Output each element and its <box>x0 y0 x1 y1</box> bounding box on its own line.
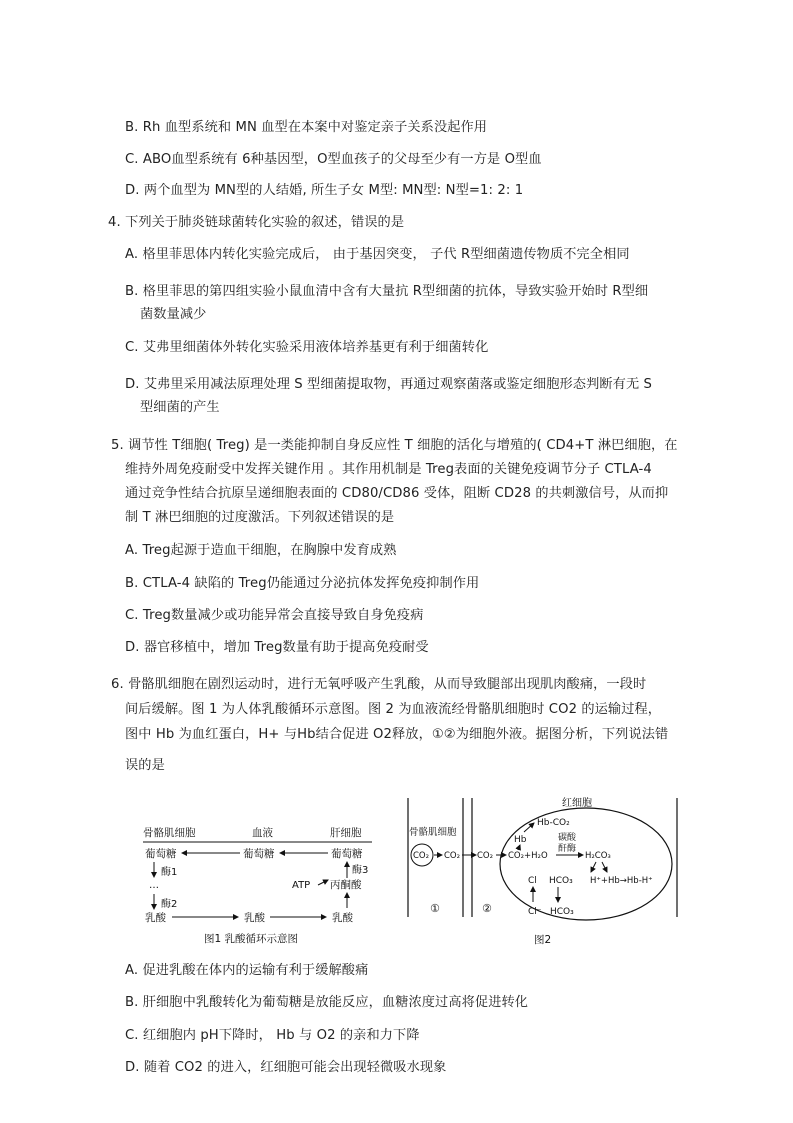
fig1-caption: 图1 乳酸循环示意图 <box>204 933 299 945</box>
q5-option-d: D. 器官移植中，增加 Treg数量有助于提高免疫耐受 <box>125 640 429 655</box>
fig1-enzyme3-label: 酶3 <box>352 865 369 876</box>
fig2-co2-h2o: CO₂+H₂O <box>508 851 548 861</box>
fig1-lactate-liver: 乳酸 <box>332 912 353 924</box>
q5-stem-4: 制 T 淋巴细胞的过度激活。下列叙述错误的是 <box>125 510 395 525</box>
q4-option-c: C. 艾弗里细菌体外转化实验采用液体培养基更有利于细菌转化 <box>125 340 489 355</box>
fig1-dots: … <box>149 880 159 891</box>
fig2-co2-fluid2: CO₂ <box>477 851 494 861</box>
fig2-hco3-outside: HCO₃ <box>550 907 574 917</box>
q6-stem-3: 图中 Hb 为血红蛋白，H+ 与Hb结合促进 O2释放，①②为细胞外液。据图分析，下列说法错 <box>125 727 669 742</box>
fig2-carbonic-2: 酐酶 <box>558 844 577 854</box>
fig2-hbco2: Hb-CO₂ <box>537 818 570 828</box>
q4-stem: 4. 下列关于肺炎链球菌转化实验的叙述，错误的是 <box>108 215 405 230</box>
q6-option-c: C. 红细胞内 pH下降时， Hb 与 O2 的亲和力下降 <box>125 1028 420 1043</box>
fig2-hco3-inside: HCO₃ <box>549 876 573 886</box>
fig2-fluid2-label: ② <box>482 902 492 915</box>
fig1-lactate-muscle: 乳酸 <box>145 912 166 924</box>
fig2-h2co3: H₂CO₃ <box>585 851 611 861</box>
fig2-arrow-down-2 <box>602 862 607 872</box>
q4-option-d-cont: 型细菌的产生 <box>140 400 220 415</box>
fig1-lactate-blood: 乳酸 <box>244 912 265 924</box>
q5-option-a: A. Treg起源于造血干细胞，在胸腺中发育成熟 <box>125 543 397 558</box>
q6-option-b: B. 肝细胞中乳酸转化为葡萄糖是放能反应，血糖浓度过高将促进转化 <box>125 995 529 1010</box>
fig1-enzyme1-label: 酶1 <box>161 867 178 878</box>
fig1-glucose-muscle: 葡萄糖 <box>145 848 177 860</box>
q3-option-c: C. ABO血型系统有 6种基因型，O型血孩子的父母至少有一方是 O型血 <box>125 152 542 167</box>
q3-option-b: B. Rh 血型系统和 MN 血型在本案中对鉴定亲子关系没起作用 <box>125 120 488 135</box>
fig1-glucose-blood: 葡萄糖 <box>243 848 275 860</box>
q4-option-a: A. 格里菲思体内转化实验完成后， 由于基因突变， 子代 R型细菌遗传物质不完全相同 <box>125 247 630 262</box>
figure-2-co2-transport <box>400 792 690 952</box>
fig2-rbc-label: 红细胞 <box>562 798 592 809</box>
fig2-arrow-co2-to-hb <box>518 845 520 850</box>
q5-stem-3: 通过竞争性结合抗原呈递细胞表面的 CD80/CD86 受体，阻断 CD28 的共刺激信号，从而抑 <box>125 486 669 501</box>
q5-stem-1: 5. 调节性 T细胞( Treg) 是一类能抑制自身反应性 T 细胞的活化与增殖的( CD4+T 淋巴细胞，在 <box>111 438 678 453</box>
fig2-muscle-label: 骨骼肌细胞 <box>409 827 457 838</box>
q5-option-c: C. Treg数量减少或功能异常会直接导致自身免疫病 <box>125 608 424 623</box>
fig2-h-chain: H⁺+Hb→Hb-H⁺ <box>590 876 653 886</box>
fig2-cl-outside: Cl⁻ <box>528 907 542 917</box>
fig1-atp-label: ATP <box>292 880 311 891</box>
fig1-pyruvate-label: 丙酮酸 <box>330 879 362 891</box>
fig2-cl-inside: Cl <box>528 876 537 886</box>
fig1-liver-label: 肝细胞 <box>330 827 362 839</box>
fig1-blood-label: 血液 <box>252 827 273 839</box>
q4-option-b-cont: 菌数量减少 <box>140 307 207 322</box>
q3-option-d: D. 两个血型为 MN型的人结婚, 所生子女 M型: MN型: N型=1: 2: 1 <box>125 183 524 198</box>
fig2-red-blood-cell <box>500 808 672 920</box>
fig1-arrow-atp <box>318 880 328 885</box>
q4-option-b: B. 格里菲思的第四组实验小鼠血清中含有大量抗 R型细菌的抗体，导致实验开始时 R型细 <box>125 284 649 299</box>
fig2-fluid1-label: ① <box>430 902 440 915</box>
q5-stem-2: 维持外周免疫耐受中发挥关键作用 。其作用机制是 Treg表面的关键免疫调节分子 CTLA-4 <box>125 462 652 477</box>
fig2-co2-fluid1: CO₂ <box>444 851 461 861</box>
fig2-caption: 图2 <box>534 934 552 946</box>
q5-option-b: B. CTLA-4 缺陷的 Treg仍能通过分泌抗体发挥免疫抑制作用 <box>125 576 480 591</box>
fig1-muscle-label: 骨骼肌细胞 <box>143 827 196 839</box>
q4-option-d: D. 艾弗里采用减法原理处理 S 型细菌提取物，再通过观察菌落或鉴定细胞形态判断有无 S <box>125 377 653 392</box>
q6-stem-1: 6. 骨骼肌细胞在剧烈运动时，进行无氧呼吸产生乳酸，从而导致腿部出现肌肉酸痛，一段时 <box>111 677 647 692</box>
fig2-co2-in-cell: CO₂ <box>413 851 430 861</box>
q6-option-a: A. 促进乳酸在体内的运输有利于缓解酸痛 <box>125 963 369 978</box>
fig1-enzyme2-label: 酶2 <box>161 899 178 910</box>
fig1-glucose-liver: 葡萄糖 <box>331 848 363 860</box>
fig2-arrow-down-1 <box>591 862 596 872</box>
figure-1-lactate-cycle <box>140 822 380 952</box>
q6-option-d: D. 随着 CO2 的进入，红细胞可能会出现轻微吸水现象 <box>125 1060 447 1075</box>
q6-stem-2: 间后缓解。图 1 为人体乳酸循环示意图。图 2 为血液流经骨骼肌细胞时 CO2 的运输过程， <box>125 702 662 717</box>
fig2-hb: Hb <box>514 835 527 845</box>
q6-stem-4: 误的是 <box>125 758 165 773</box>
fig2-carbonic-1: 碳酸 <box>558 833 577 843</box>
